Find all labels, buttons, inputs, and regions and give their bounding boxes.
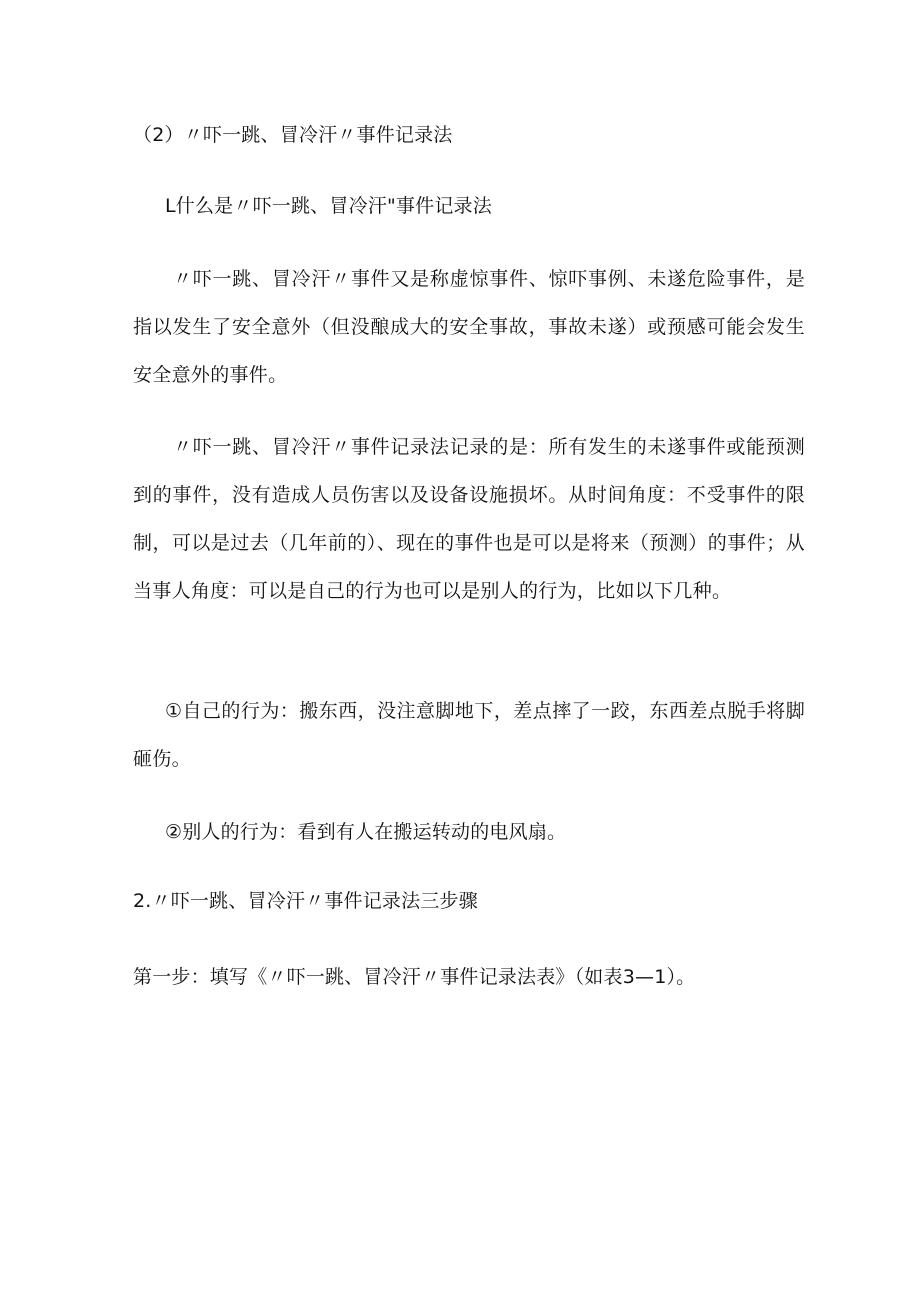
step-one-text: 第一步：填写《〃吓一跳、冒冷汗〃事件记录法表》（如表3—1）。 [133, 966, 696, 988]
section-heading: （2）〃吓一跳、冒冷汗〃事件记录法 [133, 124, 453, 146]
definition-paragraph: 〃吓一跳、冒冷汗〃事件又是称虚惊事件、惊吓事例、未遂危险事件，是指以发生了安全意外（但没酿成大的安全事故，事故未遂）或预感可能会发生安全意外的事件。 [133, 268, 805, 386]
subsection-heading-three-steps: 2.〃吓一跳、冒冷汗〃事件记录法三步骤 [133, 890, 478, 912]
subsection-heading-what-is: L什么是〃吓一跳、冒冷汗"事件记录法 [165, 195, 492, 217]
example-others-behavior: ②别人的行为：看到有人在搬运转动的电风扇。 [165, 821, 567, 843]
example-own-behavior: ①自己的行为：搬东西，没注意脚地下，差点摔了一跤，东西差点脱手将脚砸伤。 [133, 700, 805, 770]
scope-paragraph: 〃吓一跳、冒冷汗〃事件记录法记录的是：所有发生的未遂事件或能预测到的事件，没有造成人员伤害以及设备设施损坏。从时间角度：不受事件的限制，可以是过去（几年前的）、现在的事件也是可以是将来（预测）的事件；从当事人角度：可以是自己的行为也可以是别人的行为，比如以下几种。 [133, 436, 805, 602]
